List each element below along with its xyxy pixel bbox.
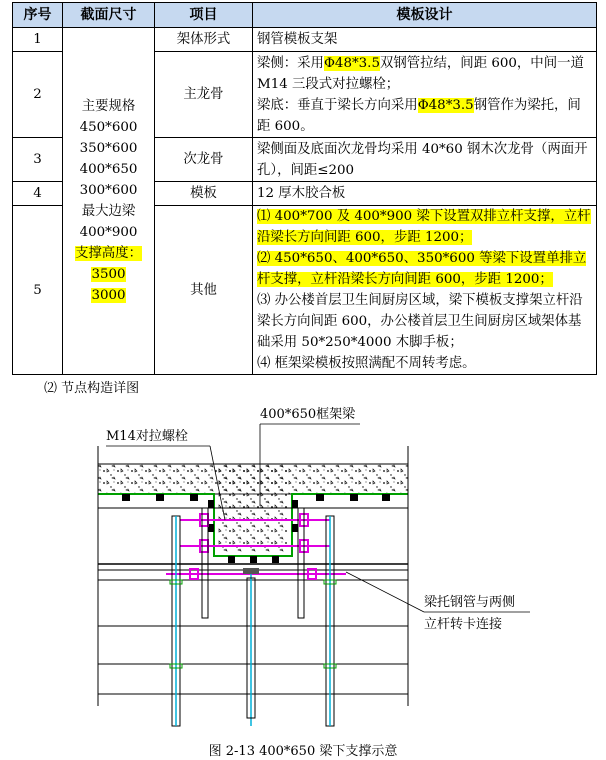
section-size-cell: [63, 28, 155, 375]
section-line: 300*600: [79, 183, 138, 198]
row-no: 4: [13, 182, 63, 206]
header-no: 序号: [13, 3, 63, 28]
design-list-item: ⑶ 办公楼首层卫生间厨房区域，梁下模板支撑架立杆沿梁长方向间距 600，办公楼首层卫生间厨房区域架体基础采用 50*250*4000 木脚手板；: [257, 293, 583, 350]
design-text: 钢管作为梁托，间距 600。: [257, 97, 581, 134]
support-label-1: 梁托钢管与两侧: [424, 595, 516, 610]
row-design: [253, 206, 597, 375]
row-design: 12 厚木胶合板: [253, 182, 597, 206]
section-line: 350*600: [79, 141, 138, 156]
row-item: 模板: [155, 182, 253, 206]
beam-support-diagram: [60, 396, 546, 736]
design-text: 梁侧：采用: [257, 55, 324, 71]
table-row: [13, 28, 597, 52]
design-list-item: ⑴ 400*700 及 400*900 梁下设置双排立杆支撑，立杆沿梁长方向间距 600，步距 1200；: [257, 209, 591, 245]
row-item: 主龙骨: [155, 52, 253, 138]
section-line: 450*600: [79, 120, 138, 135]
design-text: 梁底：垂直于梁长方向采用: [257, 97, 418, 113]
design-text: 双钢管拉结，间距 600，中间一道 M14 三段式对拉螺栓；: [257, 55, 584, 92]
bolt-label: M14对拉螺栓: [106, 429, 188, 444]
figure-caption: 图 2-13 400*650 梁下支撑示意: [208, 744, 398, 759]
beam-label: 400*650框架梁: [260, 407, 356, 422]
support-height-value: 3000: [91, 288, 126, 303]
design-list-item: ⑵ 450*650、400*650、350*600 等梁下设置单排立杆支撑，立杆沿梁长方向间距 600，步距 1200；: [257, 251, 587, 287]
section-line: 400*650: [79, 162, 138, 177]
row-item: 架体形式: [155, 28, 253, 52]
node-detail-subheading: ⑵ 节点构造详图: [44, 381, 140, 396]
prop-cap: [243, 568, 259, 574]
support-height-label: 支撑高度：: [75, 246, 142, 261]
row-no: 1: [13, 28, 63, 52]
header-item: 项目: [155, 3, 253, 28]
row-design: [253, 52, 597, 138]
row-item: 其他: [155, 206, 253, 375]
header-section: 截面尺寸: [63, 3, 155, 28]
section-line: 主要规格: [81, 99, 136, 114]
pipe-spec-highlight: Φ48*3.5: [417, 97, 474, 113]
section-line: 400*900: [79, 225, 138, 240]
pipe-spec-highlight: Φ48*3.5: [323, 55, 380, 71]
row-design: 梁侧面及底面次龙骨均采用 40*60 钢木次龙骨（两面开孔），间距≤200: [253, 138, 597, 182]
design-list-item: ⑷ 框架梁模板按照满配不周转考虑。: [257, 356, 476, 371]
row-design: 钢管模板支架: [253, 28, 597, 52]
row-item: 次龙骨: [155, 138, 253, 182]
row-no: 5: [13, 206, 63, 375]
row-no: 3: [13, 138, 63, 182]
row-no: 2: [13, 52, 63, 138]
header-design: 模板设计: [253, 3, 597, 28]
formwork-design-table: [12, 2, 597, 375]
table-header-row: [13, 3, 597, 28]
support-label-2: 立杆转卡连接: [424, 617, 503, 632]
support-height-value: 3500: [91, 267, 126, 282]
section-line: 最大边梁: [81, 204, 136, 219]
